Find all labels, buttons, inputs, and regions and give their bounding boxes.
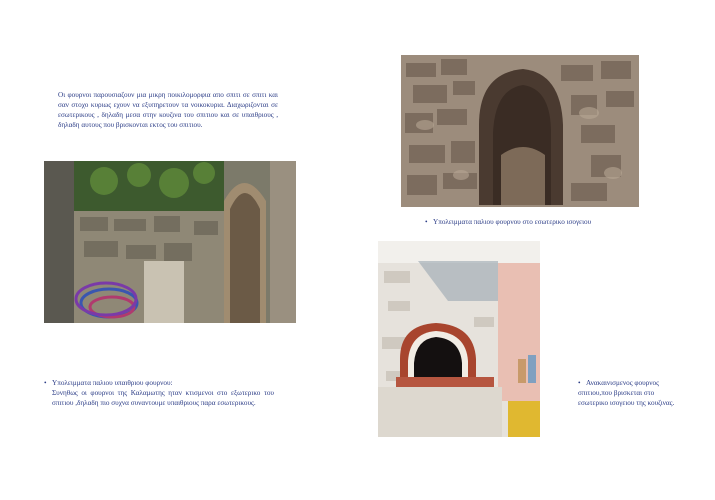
bullet-symbol: • — [44, 379, 47, 387]
intro-paragraph: Οι φουρνοι παρουσιαζουν μια μικρη ποικιλομορφια απο σπιτι σε σπιτι και σαν στοχο κυριως εχουν να εξυπηρετουν τα νοικοκυρια. Διαχωριζονται σε εσωτερικους , δηλαδη μεσα στην κουζινα του σπιτιου και σε υπαιθριους , δηλαδη αυτους που βρισκονται εκτος του σπιτιου. — [58, 91, 278, 129]
renovated-oven-photo — [378, 241, 540, 437]
bullet-symbol: • — [425, 218, 428, 226]
renovated-oven-text: Ανακαινισμενος φουρνος σπιτιου,που βρισκεται στο εσωτερικο ισογειου της κουζινας. — [578, 379, 675, 407]
outdoor-remains-caption — [44, 378, 274, 408]
outdoor-oven-remains-photo — [44, 161, 296, 323]
interior-remains-caption — [425, 217, 655, 227]
renovated-oven-caption — [578, 378, 678, 408]
interior-remains-text: Υπολειμματα παλιου φουρνου στο εσωτερικο ισογειου — [433, 218, 592, 226]
outdoor-remains-body: Συνηθως οι φουρνοι της Καλαμωτης ηταν κτισμενοι στο εξωτερικο του σπιτιου ,δηλαδη πιο συχνα συναντουμε υπαιθριους παρα εσωτερικους. — [52, 389, 274, 407]
outdoor-remains-title: Υπολειμματα παλιου υπαιθριου φουρνου: — [52, 379, 173, 387]
interior-oven-remains-photo — [401, 55, 639, 207]
bullet-symbol: • — [578, 379, 581, 387]
